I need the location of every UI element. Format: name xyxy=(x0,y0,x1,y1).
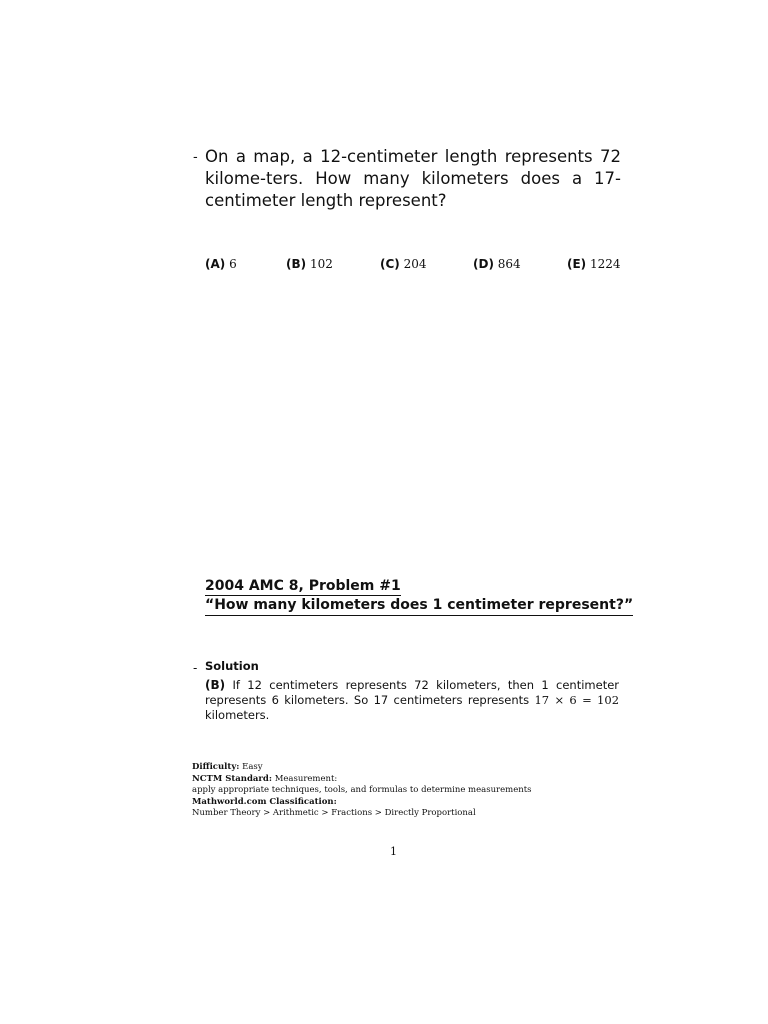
solution-text-part2: kilometers. xyxy=(205,708,270,722)
difficulty-label: Difficulty: xyxy=(192,762,240,772)
choice-e-letter: (E) xyxy=(567,257,587,271)
choice-d xyxy=(473,257,521,271)
nctm-label: NCTM Standard: xyxy=(192,773,272,784)
solution-label: Solution xyxy=(205,659,259,673)
answer-choices xyxy=(205,257,625,277)
mathworld-value: Number Theory > Arithmetic > Fractions > Directly Proportional xyxy=(192,808,476,818)
solution-bullet: - xyxy=(193,661,198,675)
choice-d-value: 864 xyxy=(497,257,521,271)
problem-bullet: - xyxy=(193,150,198,165)
difficulty-line xyxy=(192,762,532,774)
choice-b xyxy=(286,257,333,271)
source-hint: “How many kilometers does 1 centimeter represent?” xyxy=(205,596,633,616)
solution-text xyxy=(205,678,619,723)
choice-a xyxy=(205,257,237,271)
nctm-value: Measurement: xyxy=(274,773,338,784)
choice-b-value: 102 xyxy=(309,257,333,271)
choice-d-letter: (D) xyxy=(473,257,494,271)
nctm-detail: apply appropriate techniques, tools, and formulas to determine measurements xyxy=(192,785,532,795)
problem-statement: On a map, a 12-centimeter length represents 72 kilome-ters. How many kilometers does a 17-centimeter length represent? xyxy=(205,147,621,210)
solution-answer: (B) xyxy=(205,678,226,692)
nctm-line xyxy=(192,774,532,786)
problem-metadata xyxy=(192,762,532,820)
source-heading xyxy=(205,577,633,616)
mathworld-label: Mathworld.com Classification: xyxy=(192,796,337,807)
choice-e-value: 1224 xyxy=(590,257,621,271)
page-number: 1 xyxy=(390,845,397,858)
solution-text-part1: If 12 centimeters represents 72 kilometers, then 1 centimeter represents 6 kilometers. So 17 centimeters represents xyxy=(205,678,620,707)
difficulty-value: Easy xyxy=(242,762,263,772)
choice-c-value: 204 xyxy=(403,257,427,271)
solution-math: 17 × 6 = 102 xyxy=(534,693,620,707)
choice-c xyxy=(380,257,427,271)
choice-c-letter: (C) xyxy=(380,257,400,271)
choice-a-letter: (A) xyxy=(205,257,226,271)
source-title: 2004 AMC 8, Problem #1 xyxy=(205,578,401,594)
choice-e xyxy=(567,257,621,271)
choice-b-letter: (B) xyxy=(286,257,307,271)
choice-a-value: 6 xyxy=(229,257,237,271)
